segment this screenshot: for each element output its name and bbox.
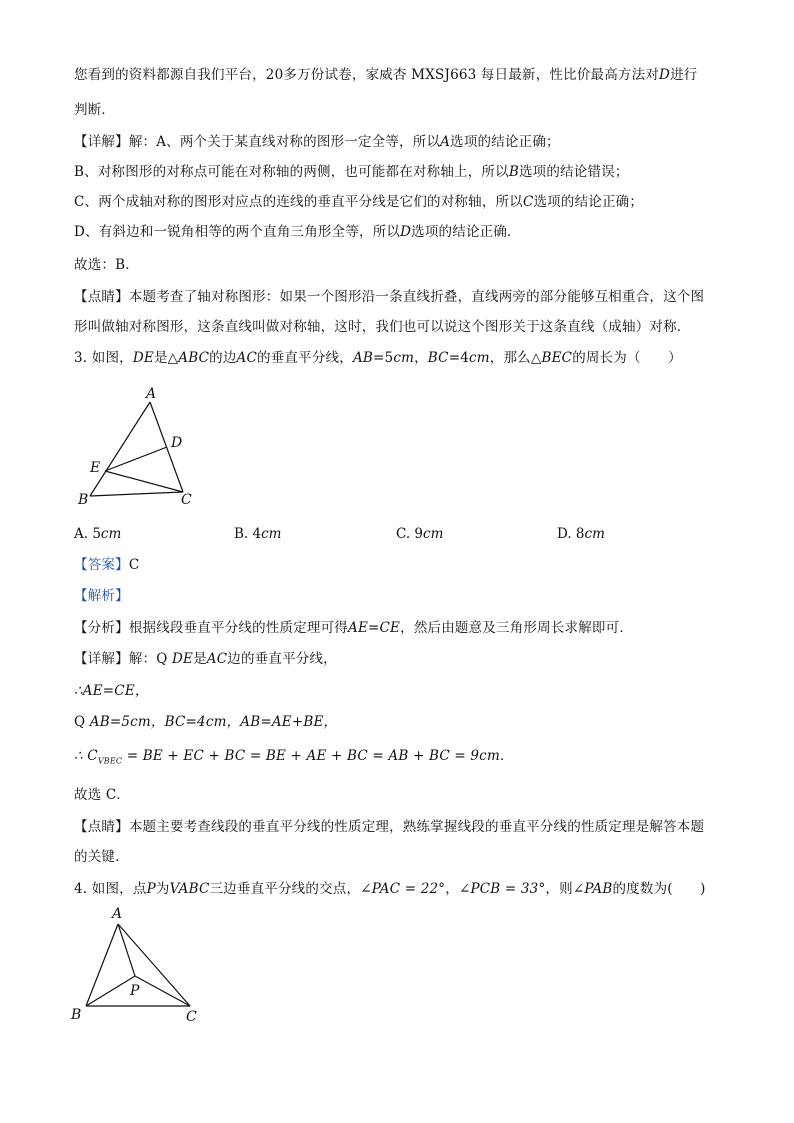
text-run: 是 <box>193 651 207 667</box>
section-tag: 【详解】 <box>74 134 129 150</box>
unit: cm <box>469 350 490 366</box>
analysis-tag: 【解析】 <box>74 588 129 604</box>
text-run: ，那么△ <box>489 350 542 366</box>
unit: cm <box>423 526 444 542</box>
text-run: ，则 <box>545 881 573 897</box>
text-run: =4 <box>448 350 470 366</box>
option-b[interactable] <box>234 525 281 543</box>
section-tag: 【点睛】 <box>74 819 129 835</box>
option-text: B. 4 <box>234 526 262 542</box>
text-line <box>74 288 704 306</box>
text-run: ， <box>445 881 459 897</box>
unit: cm <box>261 526 282 542</box>
text-run: 根据线段垂直平分线的性质定理可得 <box>128 620 349 636</box>
variable: VABC <box>169 881 210 897</box>
text-run: 的关键． <box>74 849 129 865</box>
variable: AC <box>236 350 258 366</box>
question-3-stem <box>74 349 682 367</box>
text-run: D、有斜边和一锐角相等的两个直角三角形全等，所以 <box>74 224 401 240</box>
label-p: P <box>130 983 140 999</box>
segment-ab <box>86 924 118 1006</box>
equation: ∴ C <box>74 748 98 764</box>
text-line <box>74 256 139 274</box>
label-b: B <box>78 492 89 508</box>
text-run: ． <box>499 748 514 764</box>
text-run: =5 <box>373 350 394 366</box>
text-run: 选项的结论正确． <box>411 224 521 240</box>
label-b: B <box>71 1007 82 1023</box>
text-line <box>74 66 697 84</box>
option-text: D. 8 <box>557 526 585 542</box>
text-run: 的周长为（ ） <box>572 350 682 366</box>
question-number: 3. <box>74 350 88 366</box>
variable: AC <box>206 651 228 667</box>
text-run: 您看到的资料都源自我们平台，20多万份试卷，家威杏 MXSJ663 每日最新，性比价最高方法对 <box>74 67 660 83</box>
variable: AB <box>352 350 374 366</box>
option-a[interactable] <box>74 525 121 543</box>
variable: BEC <box>541 350 573 366</box>
label-c: C <box>186 1009 197 1025</box>
label-c: C <box>181 492 192 508</box>
variable: ABC <box>178 350 210 366</box>
unit: cm <box>100 526 122 542</box>
segment-ab <box>90 402 150 496</box>
text-run: 为 <box>155 881 170 897</box>
text-line <box>74 818 704 836</box>
unit: cm <box>393 350 415 366</box>
segment-cp <box>135 976 190 1006</box>
text-run: 判断． <box>74 102 116 118</box>
text-run: ，然后由题意及三角形周长求解即可． <box>400 620 634 636</box>
text-line <box>74 619 633 637</box>
text-run: 本题主要考查线段的垂直平分线的性质定理，熟练掌握线段的垂直平分线的性质定理是解答本题 <box>128 819 705 835</box>
variable: C <box>522 194 534 210</box>
symbol: Q <box>74 714 86 730</box>
variable: D <box>659 67 671 83</box>
text-run: 进行 <box>670 67 698 83</box>
variable: P <box>146 881 156 897</box>
text-line <box>74 101 115 119</box>
question-3-figure <box>70 380 210 510</box>
text-run: 故选 C． <box>74 787 131 803</box>
text-run: 的度数为( ) <box>612 881 706 897</box>
question-4-figure <box>66 902 216 1030</box>
section-tag: 【点睛】 <box>74 289 129 305</box>
equation: AE=CE <box>348 620 401 636</box>
equation: ∠PCB = 33° <box>458 881 546 897</box>
equation: ∠PAC = 22° <box>360 881 446 897</box>
text-run: ， <box>414 350 428 366</box>
segment-bc <box>90 492 183 496</box>
text-line <box>74 682 149 700</box>
text-line <box>74 223 521 241</box>
variable: A <box>440 134 451 150</box>
text-run: 的边 <box>209 350 237 366</box>
question-number: 4. <box>74 881 88 897</box>
text-line <box>74 318 691 336</box>
text-run: 边的垂直平分线， <box>227 651 337 667</box>
text-run: 选项的结论错误； <box>518 164 629 180</box>
text-run: 形叫做轴对称图形，这条直线叫做对称轴，这时，我们也可以说这个图形关于这条直线（成轴）对称． <box>74 319 691 335</box>
answer-line <box>74 556 139 574</box>
label-a: A <box>112 906 123 922</box>
section-tag: 【详解】 <box>74 651 129 667</box>
question-4-stem <box>74 880 706 898</box>
equation: ∠PAB <box>572 881 613 897</box>
label-d: D <box>171 435 183 451</box>
variable: DE <box>171 651 194 667</box>
label-a: A <box>146 386 157 402</box>
text-line <box>74 650 337 668</box>
text-line <box>74 163 629 181</box>
option-text: A. 5 <box>74 526 101 542</box>
answer-tag: 【答案】 <box>74 557 129 573</box>
variable: D <box>400 224 412 240</box>
variable: DE <box>132 350 154 366</box>
text-run: C、两个成轴对称的图形对应点的连线的垂直平分线是它们的对称轴，所以 <box>74 194 523 210</box>
text-run: 是△ <box>153 350 179 366</box>
answer-value: C <box>128 557 140 573</box>
segment-bp <box>86 976 135 1006</box>
text-run: B、对称图形的对称点可能在对称轴的两侧，也可能都在对称轴上，所以 <box>74 164 509 180</box>
text-line <box>74 713 337 731</box>
option-d[interactable] <box>557 525 605 543</box>
section-tag: 【分析】 <box>74 620 129 636</box>
text-run: 三边垂直平分线的交点， <box>209 881 361 897</box>
text-run: 解：Q <box>128 651 168 667</box>
text-run: 的垂直平分线， <box>257 350 353 366</box>
text-line <box>74 133 560 151</box>
unit: cm <box>584 526 605 542</box>
text-run: 选项的结论正确； <box>533 194 644 210</box>
variable: B <box>508 164 519 180</box>
equation: = BE + EC + BC = BE + AE + BC = AB + BC = 9cm <box>122 748 500 764</box>
text-run: 故选：B． <box>74 257 139 273</box>
option-c[interactable] <box>396 525 443 543</box>
option-text: C. 9 <box>396 526 424 542</box>
label-e: E <box>90 460 101 476</box>
text-run: 如图， <box>91 350 133 366</box>
text-run: 选项的结论正确； <box>450 134 560 150</box>
segment-ec <box>105 471 183 492</box>
analysis-heading <box>74 587 129 605</box>
segment-ap <box>118 924 135 976</box>
equation: ∴AE=CE， <box>74 683 149 699</box>
equation: AB=5cm，BC=4cm，AB=AE+BE， <box>89 714 338 730</box>
text-run: 解：A、两个关于某直线对称的图形一定全等，所以 <box>128 134 441 150</box>
segment-ac <box>118 924 190 1006</box>
variable: BC <box>427 350 449 366</box>
text-line <box>74 193 643 211</box>
subscript: VBEC <box>97 756 123 766</box>
text-run: 本题考查了轴对称图形：如果一个图形沿一条直线折叠，直线两旁的部分能够互相重合，这个图 <box>128 289 705 305</box>
text-line <box>74 848 129 866</box>
text-run: 如图，点 <box>91 881 147 897</box>
calc-line <box>74 747 514 771</box>
text-line <box>74 786 130 804</box>
